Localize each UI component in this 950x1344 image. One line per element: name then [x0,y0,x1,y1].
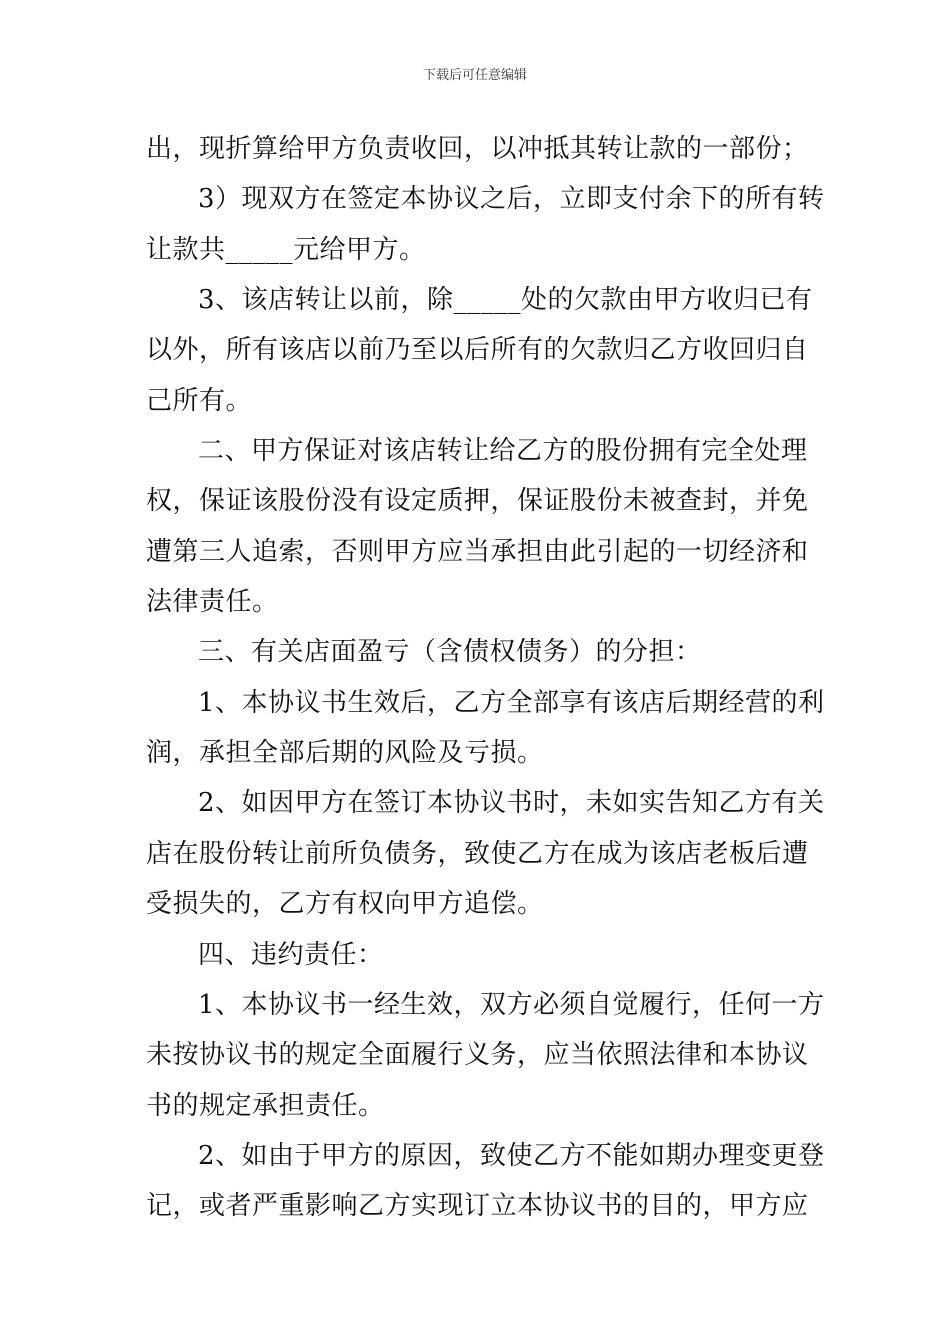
text-line: 三、有关店面盈亏（含债权债务）的分担： [198,637,702,668]
text-line: 2、如因甲方在签订本协议书时，未如实告知乙方有关 [198,788,825,819]
text-line: 1、本协议书一经生效，双方必须自觉履行，任何一方 [198,989,825,1020]
text-line: 书的规定承担责任。 [146,1090,385,1121]
text-line: 3）现双方在签定本协议之后，立即支付余下的所有转 [198,184,825,215]
page-header: 下载后可任意编辑 [422,68,527,83]
text-line: 权，保证该股份没有设定质押，保证股份未被查封，并免 [146,486,809,517]
text-line: 己所有。 [146,385,253,416]
text-line: 遭第三人追索，否则甲方应当承担由此引起的一切经济和 [146,536,809,567]
text-line: 受损失的，乙方有权向甲方追偿。 [146,889,544,920]
document-body [146,124,825,1232]
text-line: 未按协议书的规定全面履行义务，应当依照法律和本协议 [146,1040,809,1071]
text-line: 记，或者严重影响乙方实现订立本协议书的目的，甲方应 [146,1191,809,1222]
text-line: 3、该店转让以前，除_____处的欠款由甲方收归已有 [198,285,813,316]
text-line: 四、违约责任： [198,939,384,970]
text-line: 润，承担全部后期的风险及亏损。 [146,738,544,769]
text-line: 出，现折算给甲方负责收回，以冲抵其转让款的一部份； [146,134,809,164]
text-line: 法律责任。 [146,587,279,618]
text-line: 1、本协议书生效后，乙方全部享有该店后期经营的利 [198,687,825,718]
text-line: 让款共_____元给甲方。 [146,234,426,265]
text-line: 店在股份转让前所负债务，致使乙方在成为该店老板后遭 [146,838,809,869]
text-line: 二、甲方保证对该店转让给乙方的股份拥有完全处理 [198,436,808,467]
text-line: 以外，所有该店以前乃至以后所有的欠款归乙方收回归自 [146,335,809,366]
text-line: 2、如由于甲方的原因，致使乙方不能如期办理变更登 [198,1140,825,1171]
